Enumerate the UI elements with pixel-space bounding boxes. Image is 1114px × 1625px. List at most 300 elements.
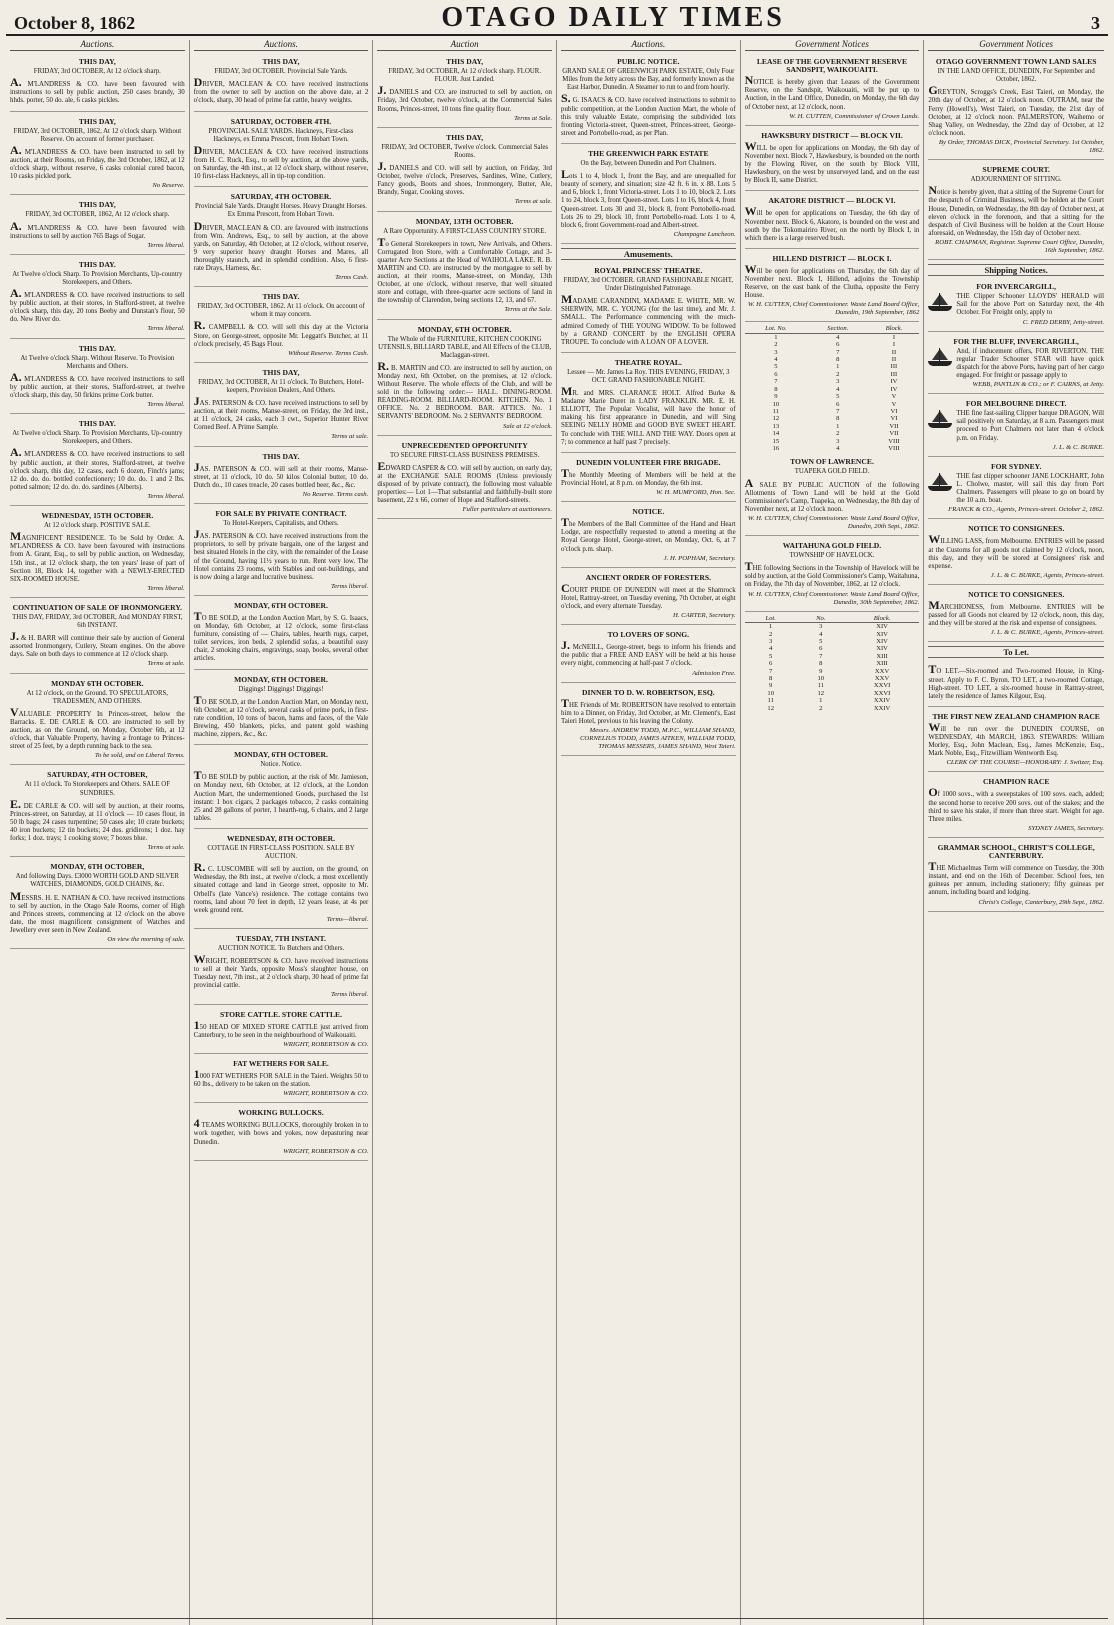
table-row (745, 660, 920, 667)
table-cell: 4 (774, 356, 778, 364)
table-row (745, 438, 920, 445)
advertisement (10, 115, 185, 196)
table-cell: 11 (767, 697, 774, 705)
advertisement (194, 366, 369, 447)
table-cell: I (892, 333, 896, 341)
ad-subtitle: GRAND SALE OF GREENWICH PARK ESTATE, Only Four Miles from the Jetty across the Bay, and formerly known as the East Harbor, Dunedin. A Steamer to run to and from hourly. (562, 68, 735, 92)
ad-paragraph: 4 TEAMS WORKING BULLOCKS, thoroughly broken in to work together, with bows and yokes, now depasturing near Dunedin. (193, 1116, 369, 1146)
ad-title: THIS DAY. (262, 292, 300, 302)
ad-title: THIS DAY. (262, 451, 300, 461)
ad-title: ROYAL PRINCESS' THEATRE. (594, 265, 703, 275)
ad-body (377, 159, 552, 197)
ad-body (10, 142, 185, 181)
table-row (745, 430, 920, 437)
advertisement (561, 628, 736, 682)
ad-title: MONDAY, 6TH OCTOBER. (417, 324, 512, 334)
ad-body (377, 234, 552, 306)
table-header: Block. (869, 325, 920, 333)
ad-paragraph: MADAME CARANDINI, MADAME E. WHITE, MR. W. SHERWIN, MR. C. YOUNG (for the last time), and Mr. J. SMALL. The Performance commencing with the much-admired Comedy of THE YOUNG WIDOW. To be followed by a GRAND CONCERT by the ENGLISH OPERA TROUPE. To conclude with A LOAN OF A LOVER. (561, 292, 736, 346)
shipping-notice (928, 335, 1104, 395)
ad-paragraph: Will be run over the DUNEDIN COURSE, on WEDNESDAY, 4th MARCH, 1863. STEWARDS: William Morley, Esq., John Maclean, Esq., James McKenzie, Esq., Mark Noble, Esq., Fitzwilliam Wentworth Esq. (928, 719, 1104, 758)
table-cell: 8 (774, 385, 778, 393)
ad-title: FOR SALE BY PRIVATE CONTRACT. (215, 509, 347, 519)
ad-subtitle: FRIDAY, 3rd OCTOBER, 1862, At 12 o'clock sharp. (25, 211, 170, 219)
ship-icon (928, 293, 952, 311)
table-cell: 15 (772, 437, 780, 445)
ad-signature: Terms at the Sale. (504, 306, 552, 314)
table-cell: 11 (817, 682, 824, 690)
ad-body (377, 358, 552, 422)
table-cell: VII (889, 422, 899, 430)
table-cell: XIII (876, 652, 888, 660)
ad-paragraph: THE Michaelmas Term will commence on Tuesday, the 30th instant, and end on the 16th of December. School fees, ten guineas per annum, including stationery; fifty guineas per annum, including board and lodging. (928, 859, 1104, 897)
ad-subtitle: Notice. Notice. (260, 761, 302, 769)
table-cell: I (892, 341, 896, 349)
table-cell: XIV (876, 623, 888, 631)
ad-title: WEDNESDAY, 8TH OCTOBER. (226, 833, 336, 843)
advertisement (928, 55, 1104, 160)
table-row (745, 690, 920, 697)
ad-signature: Christ's College, Canterbury, 29th Sept., 1862. (978, 898, 1104, 906)
table-cell: 11 (772, 407, 780, 415)
table-cell: 9 (819, 667, 823, 675)
ad-title: MONDAY, 6TH OCTOBER. (234, 750, 328, 760)
ad-paragraph: To General Storekeepers in town, New Arrivals, and Others. Corrugated Iron Store, with a Comfortable Cottage, and 3-quarter Acre Sections at the Head of WAIHOLA LAKE. R. B. MARTIN and CO. are instructed by the mortgagee to sell by auction, at their rooms, Manse-street, on Monday, 13th October, at one o'clock, without reserve, that well situated store and cottage, with three-quarter acre sections of land in the township of Clarendon, being sections 12, 13, and 67. (377, 234, 552, 305)
ad-signature: W. H. MUMFORD, Hon. Sec. (656, 489, 736, 497)
ad-subtitle: FRIDAY, 3rd OCTOBER, Twelve o'clock. Commercial Sales Rooms. (381, 143, 549, 159)
ad-signature: W. H. CUTTEN, Commissioner of Crown Lands. (789, 112, 920, 120)
ad-title: AKATORE DISTRICT — BLOCK VI. (768, 196, 896, 206)
ad-title: OTAGO GOVERNMENT TOWN LAND SALES (935, 57, 1097, 67)
table-cell: V (891, 400, 897, 408)
ad-body (193, 768, 369, 823)
advertisement (194, 932, 369, 1005)
ad-signature: Terms at sale. (331, 433, 369, 441)
advertisement (10, 258, 185, 339)
ad-title: TO LOVERS OF SONG. (607, 630, 690, 640)
ad-paragraph: TO BE SOLD, at the London Auction Mart, on Monday next, 6th October, at 12 o'clock, several casks of prime pork, in first-rate condition, 10 tons of bacon, hams and faces, of the Vale Brewing, 450 blankets, picks, and patent gold washing machine, zippers, &c., &c. (193, 692, 369, 739)
shipping-row (928, 348, 1104, 380)
table-cell: 7 (769, 667, 773, 675)
advertisement (194, 832, 369, 929)
table-cell: II (891, 356, 897, 364)
table-cell: VIII (888, 444, 900, 452)
ad-paragraph: TO BE SOLD by public auction, at the risk of Mr. Jamieson, on Monday next, 6th October, at 12 o'clock, at the London Auction Mart, the undermentioned Goods, purchased the 1st instant: 1 box cigars, 2 packages tobacco, 2 casks containing 25 and 28 gallons of porter, 1 hearth-rug, 6 chairs, and 2 large tables. (193, 768, 369, 822)
ad-body (193, 318, 369, 348)
ad-paragraph: DRIVER, MACLEAN & CO. are favoured with instructions from Wm. Andrews, Esq., to sell by auction, at the above yards, on Saturday, 4th October, at 12 o'clock, without reserve, 9 very superior heavy draught Horses and Mares, all thoroughly staunch, and in splendid condition. Also, 6 first-rate Drays, Harness, &c. (193, 218, 369, 272)
shipping-row (928, 473, 1104, 505)
ad-signature: On view the morning of sale. (107, 935, 185, 943)
advertisement (745, 252, 920, 323)
ad-subtitle: And following Days. £3000 WORTH GOLD AND SILVER WATCHES, DIAMONDS, GOLD CHAINS, &c. (15, 873, 180, 889)
shipping-row (928, 410, 1104, 442)
ad-subtitle: AUCTION NOTICE. To Butchers and Others. (217, 944, 345, 952)
table-cell: XXIV (873, 697, 891, 705)
advertisement (194, 1008, 369, 1054)
table-cell: VIII (888, 437, 900, 445)
ad-title: WORKING BULLOCKS. (238, 1108, 324, 1118)
ad-body (193, 75, 369, 105)
ad-subtitle: PROVINCIAL SALE YARDS. Hackneys, First-class Hackneys, ex Emma Prescott, from Hobart Town. (208, 127, 354, 143)
ad-title: FOR MELBOURNE DIRECT. (965, 399, 1067, 409)
advertisement (561, 356, 736, 453)
table-cell: XXV (874, 667, 890, 675)
ad-signature: By Order, THOMAS DICK, Provincial Secretary. 1st October, 1862. (938, 138, 1104, 155)
table-cell: 4 (836, 333, 840, 341)
advertisement (377, 323, 552, 436)
table-cell: 1 (836, 422, 840, 430)
ad-signature: J. L. & C. BURKE, Agents, Princes-street. (990, 629, 1104, 637)
ad-paragraph: 150 HEAD OF MIXED STORE CATTLE just arrived from Canterbury, to be seen in the neighbourhood of Waikouaiti. (193, 1017, 369, 1039)
column-heading: Auctions. (10, 40, 185, 51)
amusements-heading: Amusements. (561, 248, 736, 260)
advertisement (194, 599, 369, 670)
advertisement (10, 768, 185, 857)
ad-signature: Terms at sale. (147, 660, 185, 668)
advertisement (194, 450, 369, 504)
ad-title: THEATRE ROYAL. (614, 357, 682, 367)
table-cell: 5 (819, 637, 823, 645)
table-cell: IV (890, 378, 898, 386)
ad-signature: WRIGHT, ROBERTSON & CO. (283, 1147, 369, 1155)
table-row (745, 697, 920, 704)
ad-subtitle: FRIDAY, 3rd OCTOBER. GRAND FASHIONABLE NIGHT, Under Distinguished Patronage. (563, 277, 734, 293)
ad-body (10, 796, 185, 843)
ad-paragraph: A. M'LANDRESS & CO. have received instructions to sell by public auction, at their stores, Stafford-street, at twelve o'clock sharp, this day, 12 cases, each 6 dozen, Finch's jams; 12 do. do. do. bottled confectionery; 10 do. do. 1 and 2 lbs. potted salmon; 12 do. do. do. sardines (Alberts). (10, 445, 185, 491)
ad-title: THIS DAY, (262, 57, 300, 67)
table-cell: XIV (876, 630, 888, 638)
table-cell: 12 (767, 704, 774, 712)
ad-subtitle: FRIDAY, 3rd OCTOBER, 1862. At 11 o'clock. On account of whom it may concern. (197, 303, 365, 319)
ad-subtitle: IN THE LAND OFFICE, DUNEDIN, For September and October, 1862. (937, 68, 1095, 84)
table-cell: 2 (819, 704, 823, 712)
ad-subtitle: COTTAGE IN FIRST-CLASS POSITION. SALE BY AUCTION. (207, 845, 355, 861)
table-cell: VI (890, 415, 898, 423)
ad-body (561, 465, 736, 488)
ad-body (193, 692, 369, 739)
ad-subtitle: TOWNSHIP OF HAVELOCK. (789, 552, 875, 560)
ad-title: PUBLIC NOTICE. (617, 57, 680, 67)
ad-signature: Terms at sale. (147, 844, 185, 852)
table-cell: 4 (819, 630, 823, 638)
ad-signature: Admission Free. (692, 669, 736, 677)
ad-subtitle: At Twelve o'clock Sharp. Without Reserve. To Provision Merchants and Others. (20, 354, 175, 370)
ad-paragraph: A. M'LANDRESS & CO. have received instructions to sell by public auction, at their stores, Stafford-street, at twelve o'clock sharp, this day, 50 firkins prime Cork butter. (10, 369, 185, 399)
table-cell: XIII (876, 660, 888, 668)
ad-title: THE GREENWICH PARK ESTATE (588, 148, 709, 158)
ad-title: HAWKSBURY DISTRICT — BLOCK VII. (761, 130, 903, 140)
ad-title: STORE CATTLE. STORE CATTLE. (219, 1009, 343, 1019)
ad-subtitle: TUAPEKA GOLD FIELD. (794, 468, 870, 476)
ad-body (928, 662, 1104, 700)
ad-paragraph: J. McNEILL, George-street, begs to inform his friends and the public that a FREE AND EASY will be held at his house every night, commencing at half-past 7 o'clock. (561, 638, 736, 668)
ad-body (561, 91, 736, 137)
ad-subtitle: At Twelve o'clock Sharp. To Provision Merchants, Up-country Storekeepers, and Others. (12, 270, 183, 286)
table-cell: 2 (769, 630, 773, 638)
ad-title: THE FIRST NEW ZEALAND CHAMPION RACE (932, 711, 1100, 721)
advertisement (377, 215, 552, 320)
ad-paragraph: R. B. MARTIN and CO. are instructed to sell by auction, on Monday next, 6th October, on the premises, at 12 o'clock. Without Reserve. The whole effects of the Club, and will be sold in the following order:— HALL. DINING-ROOM. READING-ROOM. BILLIARD-ROOM. KITCHEN. No. 1 OFFICE. No. 2 BEDROOM. BAR. ATTICS. No. 1 SERVANTS' BEDROOM. No. 2 SERVANTS' BEDROOM. (377, 358, 552, 421)
table-cell: 2 (836, 370, 840, 378)
table-header: Lot. No. (745, 325, 807, 333)
ad-signature: Terms liberal. (331, 991, 369, 999)
table-cell: 1 (774, 333, 778, 341)
ad-paragraph: COURT PRIDE OF DUNEDIN will meet at the Shamrock Hotel, Rattray-street, on Tuesday evening, 7th October, at eight o'clock, and every alternate Tuesday. (561, 580, 736, 610)
advertisement (745, 55, 920, 126)
ad-paragraph: Of 1000 sovs., with a sweepstakes of 100 sovs. each, added; the second horse to receive 200 sovs. out of the stakes; and the third to save his stake, if more than three start. Weight for age. Three miles. (928, 785, 1104, 823)
ad-subtitle: A Rare Opportunity. A FIRST-CLASS COUNTRY STORE. (383, 227, 547, 235)
ad-title: THIS DAY, (446, 132, 484, 142)
ad-paragraph: NOTICE is hereby given that Leases of the Government Reserve, on the Sandspit, Waikouaiti, will be put up to Auction, in the Land Office, Dunedin, on Monday, the 6th day of October next, at 12 o'clock, noon. (744, 73, 920, 111)
table-row (745, 668, 920, 675)
table-cell: 5 (774, 363, 778, 371)
table-header: Block. (845, 615, 920, 623)
ad-title: THIS DAY, (78, 200, 116, 210)
issue-date: October 8, 1862 (14, 13, 136, 33)
ad-signature: Terms Cash. (335, 274, 369, 282)
ad-subtitle: Provincial Sale Yards. Draught Horses. Heavy Draught Horses. Ex Emma Prescott, from Hobart Town. (195, 203, 367, 219)
ad-body: THE Clipper Schooner LLOYDS' HERALD will Sail for the above Port on Saturday next, the 4th October. For Freight only, apply to (956, 293, 1104, 317)
advertisement (10, 677, 185, 766)
ad-paragraph: The Monthly Meeting of Members will be held at the Provincial Hotel, at 8 p.m. on Monday, the 6th inst. (561, 465, 736, 487)
advertisement (928, 710, 1104, 773)
table-cell: 4 (836, 444, 840, 452)
ad-title: THIS DAY. (78, 419, 116, 429)
ad-body (744, 559, 920, 589)
table-row (745, 393, 920, 400)
table-cell: 14 (772, 430, 780, 438)
table-cell: 8 (836, 415, 840, 423)
advertisement (194, 115, 369, 188)
advertisement (561, 55, 736, 144)
advertisement (377, 439, 552, 520)
ad-paragraph: Lots 1 to 4, block 1, front the Bay, and are unequalled for beauty of scenery, and situation; size 42 ft. 6 in. x 88. Lots 5 and 6, block 1, front Victoria-street. Lots 1 to 10, block 2. Lots 1 to 24, block 3, front Queen-street. Lots 1 to 16, block 4, front Queen-street. Lots 30 and 31, block 8, front Portobello-road. Lots 26 to 29, block 10, front Portobello-road. Lots 1 to 4, block 6, front Government-road and Albert-street. (561, 167, 736, 229)
table-cell: 3 (819, 623, 823, 631)
table-cell: 9 (774, 393, 778, 401)
table-cell: 4 (769, 645, 773, 653)
ad-body (10, 369, 185, 400)
ad-title: FOR THE BLUFF, INVERCARGILL, (953, 336, 1079, 346)
ad-signature: Champagne Luncheon. (673, 230, 736, 238)
ad-body (193, 1017, 369, 1040)
advertisement (194, 190, 369, 287)
ad-title: FOR SYDNEY. (990, 461, 1042, 471)
ad-title: CHAMPION RACE (982, 777, 1050, 787)
ship-icon (928, 473, 952, 491)
ad-body (193, 608, 369, 664)
advertisement (928, 588, 1104, 642)
ad-signature: C. FRED DERBY, Jetty-street. (1022, 318, 1104, 326)
table-cell: 3 (836, 437, 840, 445)
table-cell: XXV (874, 675, 890, 682)
column-heading: Government Notices (745, 40, 920, 51)
advertisement (10, 55, 185, 111)
ad-paragraph: MAGNIFICENT RESIDENCE. To be Sold by Order. A. M'LANDRESS & CO. have been favoured with instructions from A. Grant, Esq., to sell by public auction, on Wednesday, 15th inst., at 12 o'clock sharp, the ten years' lease of part of Section 18, Block 14, together with a NEWLY-ERECTED SIX-ROOMED HOUSE. (10, 529, 185, 583)
table-cell: 13 (772, 422, 780, 430)
table-cell: 8 (836, 356, 840, 364)
ad-title: DINNER TO D. W. ROBERTSON, ESQ. (582, 687, 715, 697)
ad-signature: Terms liberal. (147, 584, 185, 592)
advertisement (928, 163, 1104, 260)
ad-title: ANCIENT ORDER OF FORESTERS. (585, 572, 711, 582)
ad-signature: W. H. CUTTEN, Chief Commissioner. Waste Land Board Office, Dunedin, 20th Sept., 1862. (747, 514, 920, 530)
ad-subtitle: FRIDAY, 3rd OCTOBER, 1862, At 12 o'clock sharp. Without Reserve. On account of former purchaser. (13, 127, 182, 143)
table-row (745, 445, 920, 452)
advertisement (928, 841, 1104, 912)
advertisement (10, 509, 185, 598)
advertisement (194, 290, 369, 363)
ad-paragraph: 1000 FAT WETHERS FOR SALE in the Taieri. Weights 50 to 60 lbs., delivery to be taken on the station. (193, 1067, 369, 1089)
table-row (745, 408, 920, 415)
ad-subtitle: FRIDAY, 3rd OCTOBER, At 11 o'clock. To Butchers, Hotel-keepers, Provision Dealers, And Others. (198, 378, 364, 394)
ad-title: NOTICE. (632, 507, 665, 517)
ad-body (10, 629, 185, 659)
advertisement (745, 129, 920, 192)
advertisement (928, 522, 1104, 585)
ad-body (561, 515, 736, 553)
ad-body (10, 286, 185, 324)
ad-title: SATURDAY, 4TH OCTOBER, (47, 770, 148, 780)
ad-title: MONDAY, 6TH OCTOBER, (50, 862, 145, 872)
table-cell: 3 (769, 637, 773, 645)
columns-container (6, 40, 1108, 1625)
advertisement (194, 1057, 369, 1103)
column-2 (190, 40, 374, 1625)
ad-body (928, 597, 1104, 628)
table-cell: II (891, 348, 897, 356)
ad-body (744, 261, 920, 300)
shipping-row (928, 293, 1104, 317)
ad-body (561, 384, 736, 447)
table-cell: VII (889, 430, 899, 438)
advertisement (194, 507, 369, 596)
table-cell: 3 (836, 378, 840, 386)
ad-paragraph: WILL be open for applications on Monday, the 6th day of November next. Block 7, Hawkesbury, is bounded on the north by the Flowing River, on the south by Block VIII, Hawkesbury, on the west by unsurveyed land, and on the east by Block II, same District. (744, 138, 920, 185)
table-row (745, 333, 920, 341)
table-cell: 6 (774, 370, 778, 378)
table-row (745, 675, 920, 682)
table-header: No. (797, 615, 845, 623)
ad-subtitle: Diggings! Diggings! Diggings! (238, 685, 324, 693)
ad-paragraph: The Members of the Ball Committee of the Hand and Heart Lodge, are respectfully requested to attend a meeting at the Royal George Hotel, George-street, on Monday, Oct. 6, at 7 o'clock p.m. sharp. (561, 515, 736, 553)
ad-signature: H. CARTER, Secretary. (672, 612, 736, 620)
table-cell: 2 (774, 341, 778, 349)
ad-title: THIS DAY, (446, 57, 484, 67)
shipping-heading: Shipping Notices. (928, 264, 1104, 276)
table-row (745, 653, 920, 660)
table-cell: 1 (819, 697, 823, 705)
ad-title: MONDAY 6TH OCTOBER. (51, 678, 144, 688)
ad-signature: SYDNEY JAMES, Secretary. (1028, 824, 1104, 832)
advertisement (561, 456, 736, 502)
advertisement (561, 686, 736, 757)
column-5 (741, 40, 925, 1625)
ad-paragraph: MR. and MRS. CLARANCE HOLT. Alfred Burke & Madame Marie Duret in LADY FRANKLIN. MR. E. H. ELLIOTT, The Popular Vocalist, will have the honor of making his first appearance in Dunedin, and will Sing SEEING NELLY HOME and GOOD BYE SWEET HEART. To conclude with THE WILL AND THE WAY. Doors open at 7; to commence at half past 7 precisely. (561, 384, 736, 446)
ad-body (561, 695, 736, 726)
ad-subtitle: ADJOURNMENT OF SITTING. (970, 176, 1062, 184)
ad-body (928, 532, 1104, 570)
advertisement (194, 1106, 369, 1160)
advertisement (10, 601, 185, 674)
ad-body (744, 204, 920, 242)
column-1 (6, 40, 190, 1625)
advertisement (194, 748, 369, 829)
ad-signature: WRIGHT, ROBERTSON & CO. (283, 1090, 369, 1098)
ad-subtitle: THIS DAY, FRIDAY, 3rd OCTOBER, And MONDAY FIRST, 6th INSTANT. (12, 613, 183, 630)
ad-body (744, 138, 920, 185)
ad-title: CONTINUATION OF SALE OF IRONMONGERY. (12, 602, 183, 612)
lawrence-lot-table (745, 325, 920, 452)
ad-paragraph: VALUABLE PROPERTY In Princes-street, below the Barracks. E. DE CARLE & CO. are instructed to sell by auction, as on the Ground, on Monday, October 6th, at 12 o'clock, that Valuable Property, having a frontage to Princes-street of 25 feet, by a depth running back to the sea. (10, 704, 185, 751)
table-cell: 7 (836, 407, 840, 415)
column-6 (924, 40, 1108, 1625)
table-row (745, 705, 920, 712)
ad-paragraph: A. M'LANDRESS & CO. have been favoured with instructions to sell by public auction, 250 cases brandy, 30 hhds. porter, 50 do. ale, 6 casks pickles. (10, 75, 185, 105)
ad-paragraph: TO BE SOLD, at the London Auction Mart, by S. G. Isaacs, on Monday, 6th October, at 12 o'clock, some first-class furniture, consisting of — Chairs, tables, hearth rugs, carpet, toilet services, iron beds, 2 splendid sofas, a beautiful easy chair, 2 smoking chairs, engravings, soap, books, several other articles. (193, 608, 369, 663)
ad-signature: Messrs. ANDREW TODD, M.P.C., WILLIAM SHAND, CORNELIUS TODD, JAMES AITKEN, WILLIAM TODD, THOMAS MESSERS, JAMES SHAND, West Taieri. (579, 727, 736, 751)
table-cell: 6 (836, 341, 840, 349)
table-cell: 9 (769, 682, 773, 690)
ad-paragraph: EDWARD CASPER & CO. will sell by auction, on early day, at the EXCHANGE SALE ROOMS (Unless previously disposed of by private contract), the following most valuable properties:— Lot 1—That substantial and faithfully-built store basement, 22 x 66, corner of Hope and Stafford-streets. (377, 458, 552, 505)
ad-title: MONDAY, 13TH OCTOBER. (415, 216, 514, 226)
ad-title: THIS DAY. (78, 259, 116, 269)
table-cell: 16 (772, 444, 780, 452)
ad-body (561, 638, 736, 668)
table-row (745, 371, 920, 378)
table-cell: 12 (817, 689, 825, 697)
ad-title: GRAMMAR SCHOOL, CHRIST'S COLLEGE, CANTERBURY. (937, 842, 1095, 861)
ad-body (561, 292, 736, 347)
advertisement (561, 571, 736, 625)
column-3 (373, 40, 557, 1625)
column-heading: Auctions. (194, 40, 369, 51)
ad-body (193, 527, 369, 582)
ad-body (10, 218, 185, 241)
ad-body (10, 75, 185, 105)
advertisement (745, 194, 920, 248)
ad-subtitle: TO SECURE FIRST-CLASS BUSINESS PREMISES. (389, 451, 540, 459)
table-row (745, 401, 920, 408)
shipping-notice (928, 397, 1104, 457)
table-cell: XXIV (873, 704, 891, 712)
table-cell: 4 (836, 385, 840, 393)
advertisement (10, 860, 185, 949)
table-cell: 10 (767, 689, 774, 697)
ad-body (561, 167, 736, 230)
ad-paragraph: J. DANIELS and CO. are instructed to sell by auction, on Friday, 3rd October, twelve o'clock, at the Commercial Sales Rooms, Princes-street, 10 tons fine quality flour. (377, 83, 552, 113)
ad-paragraph: A. M'LANDRESS & CO. have been favoured with instructions to sell by auction 765 Bags of Sugar. (10, 218, 185, 240)
ad-signature: CLERK OF THE COURSE—HONORARY: J. Switzer, Esq. (946, 759, 1104, 767)
ad-title: FAT WETHERS FOR SALE. (233, 1058, 329, 1068)
ad-signature: Terms liberal. (147, 325, 185, 333)
table-cell: 7 (836, 348, 840, 356)
ad-title: THIS DAY. (78, 343, 116, 353)
ad-signature: Terms—liberal. (326, 915, 369, 923)
ad-body (10, 529, 185, 584)
column-heading: Auctions. (561, 40, 736, 51)
table-cell: 1 (769, 623, 773, 631)
ship-icon (928, 410, 952, 428)
table-cell: 3 (774, 348, 778, 356)
ad-paragraph: Will be open for applications on Thursday, the 6th day of November next. Block I, Hillend, adjoins the Township Reserve, on the east bank of the Clutha, opposite the Ferry House. (744, 261, 920, 300)
ad-paragraph: R. CAMPBELL & CO. will sell this day at the Victoria Store, on George-street, opposite Mr. Leggatt's Butcher, at 11 o'clock precisely, 45 Bags Flour. (193, 318, 369, 348)
advertisement (928, 662, 1104, 706)
ad-paragraph: WRIGHT, ROBERTSON & CO. have received instructions to sell at their Yards, opposite Moss's slaughter house, on Tuesday next, 7th inst., at 2 o'clock sharp, 30 head of prime fat provincial cattle. (193, 952, 369, 990)
advertisement (10, 342, 185, 415)
advertisement (10, 417, 185, 506)
ad-title: FOR INVERCARGILL, (976, 282, 1057, 292)
ad-title: TOWN OF LAWRENCE. (790, 457, 874, 467)
